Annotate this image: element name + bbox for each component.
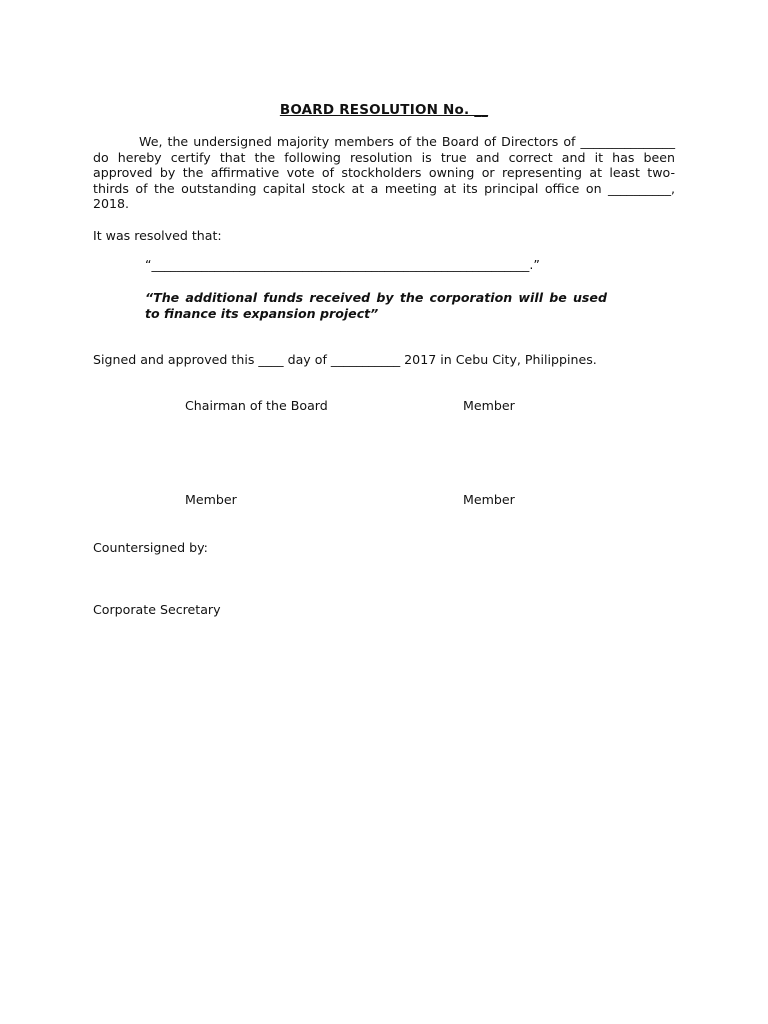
signed-approved-line: Signed and approved this ____ day of ___________ 2017 in Cebu City, Philippines. [93,352,597,367]
signatory-member: Member [463,398,515,413]
document-title: BOARD RESOLUTION No. __ [279,102,489,118]
resolution-text: “The additional funds received by the corporation will be used to finance its expansion project” [145,290,607,321]
corporate-secretary-label: Corporate Secretary [93,602,221,617]
certification-paragraph: We, the undersigned majority members of the Board of Directors of _______________ do hereby certify that the following resolution is true and correct and it has been approved by the affirmative vote of stockholders owning or representing at least two-thirds of the outstanding capital stock at a meeting at its principal office on __________, 2018. [93,134,675,211]
resolved-intro: It was resolved that: [93,228,222,243]
signatory-member: Member [185,492,237,507]
resolution-blank-line: “____________________________________________________________.” [145,257,540,272]
countersigned-label: Countersigned by: [93,540,208,555]
signatory-chairman: Chairman of the Board [185,398,328,413]
signatory-member: Member [463,492,515,507]
